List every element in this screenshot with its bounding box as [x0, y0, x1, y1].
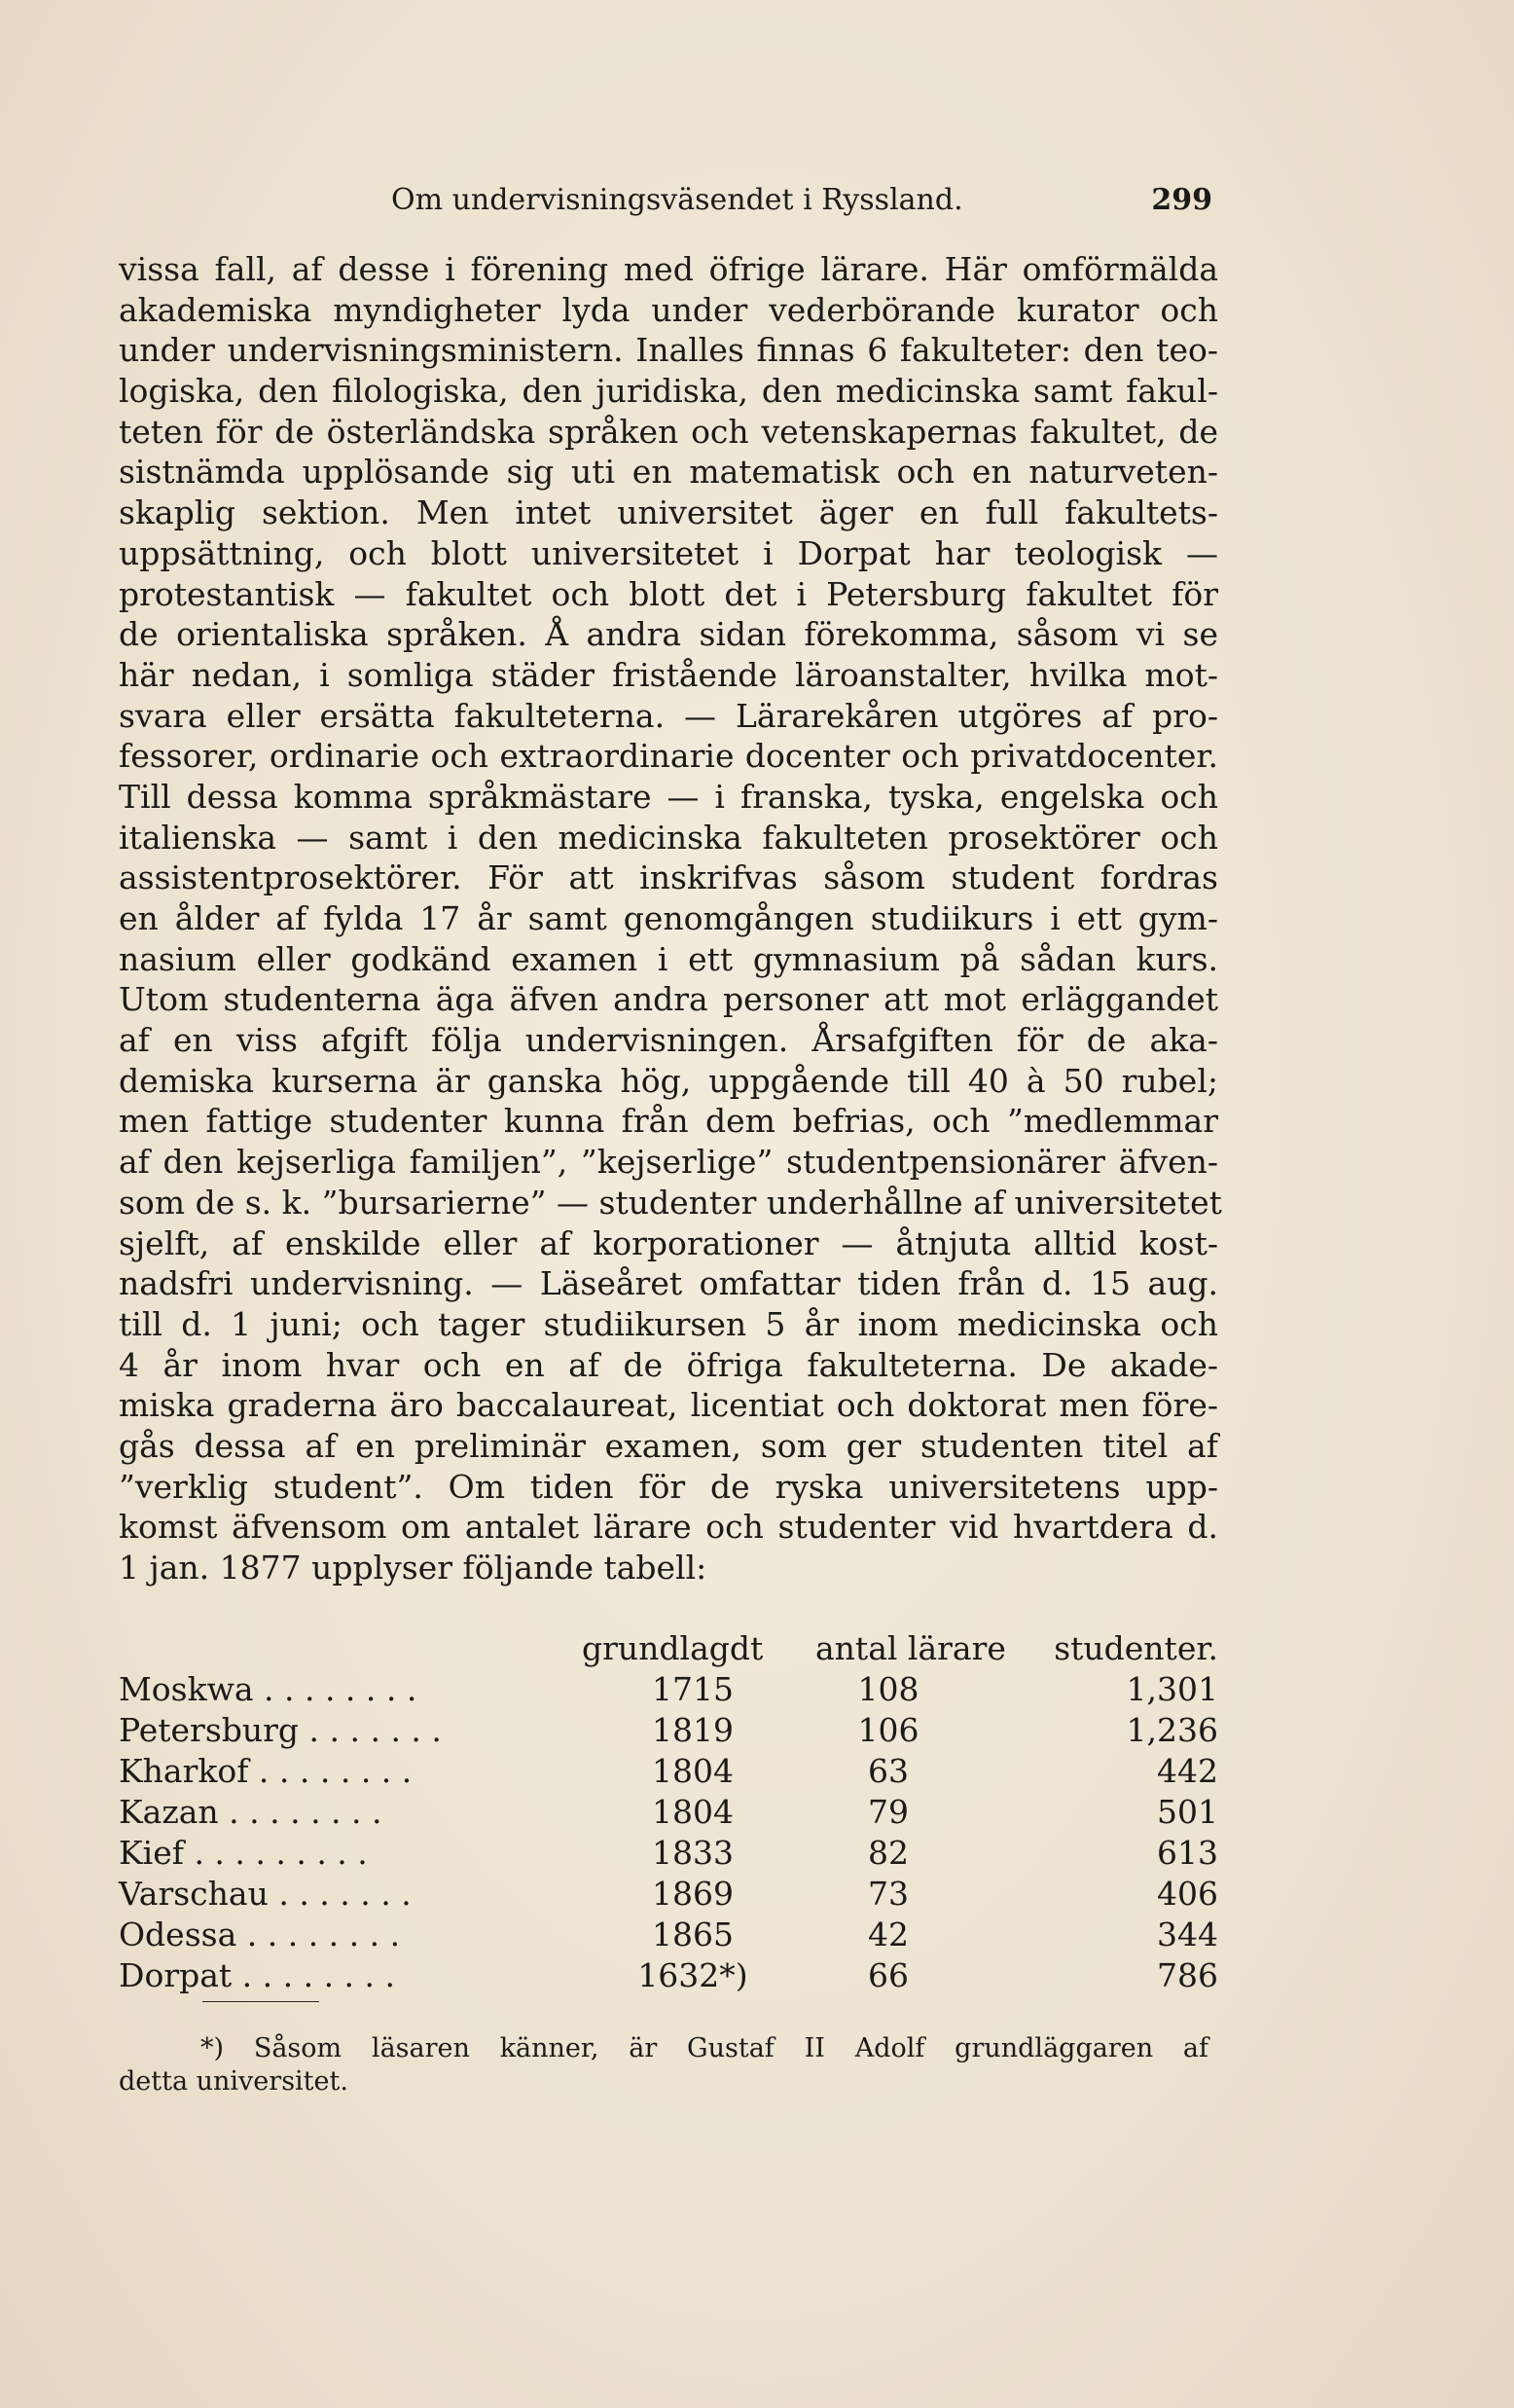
text-line: sjelft, af enskilde eller af korporationer — åtnjuta alltid kost-: [119, 1223, 1218, 1262]
text-line: 1 jan. 1877 upplyser följande tabell:: [119, 1549, 707, 1587]
leader-dots: . . . . . . . .: [253, 1670, 417, 1708]
teachers-cell: 66: [868, 1956, 909, 1994]
text-line: demiska kurserna är ganska hög, uppgående till 40 à 50 rubel;: [119, 1061, 1218, 1100]
city-cell: [119, 1875, 412, 1913]
leader-dots: . . . . . . . .: [218, 1793, 382, 1831]
text-line: uppsättning, och blott universitetet i Dorpat har teologisk —: [119, 533, 1218, 572]
table-row: [119, 1711, 1218, 1752]
table-row: [119, 1875, 1218, 1915]
city-name: Dorpat: [119, 1956, 233, 1994]
teachers-cell: 106: [857, 1711, 919, 1749]
text-line: af den kejserliga familjen”, ”kejserlige” studentpensionärer äfven-: [119, 1143, 1218, 1182]
table-row: [119, 1670, 1218, 1711]
teachers-cell: 73: [868, 1875, 909, 1913]
university-table: [119, 1629, 1218, 1997]
founded-cell: 1819: [652, 1711, 734, 1749]
text-line: skaplig sektion. Men intet universitet äger en full fakultets-: [119, 493, 1218, 532]
text-line: Utom studenterna äga äfven andra personer att mot erläggandet: [119, 980, 1218, 1019]
leader-dots: . . . . . . .: [268, 1875, 412, 1913]
students-cell: 786: [1157, 1956, 1218, 1994]
table-row: [119, 1915, 1218, 1956]
city-name: Moskwa: [119, 1670, 254, 1708]
city-cell: [119, 1670, 416, 1708]
text-line: nasium eller godkänd examen i ett gymnasium på sådan kurs.: [119, 939, 1218, 978]
text-line: här nedan, i somliga städer fristående läroanstalter, hvilka mot-: [119, 655, 1218, 694]
students-cell: 1,301: [1126, 1670, 1218, 1708]
founded-cell: 1632*): [637, 1956, 748, 1994]
text-line: men fattige studenter kunna från dem befrias, och ”medlemmar: [119, 1102, 1218, 1141]
text-line: till d. 1 juni; och tager studiikursen 5 år inom medicinska och: [119, 1304, 1218, 1343]
city-name: Odessa: [119, 1915, 237, 1953]
text-line: af en viss afgift följa undervisningen. Årsafgiften för de aka-: [119, 1021, 1218, 1060]
teachers-cell: 63: [868, 1752, 909, 1790]
text-line: fessorer, ordinarie och extraordinarie docenter och privatdocenter.: [119, 737, 1218, 776]
leader-dots: . . . . . . . .: [236, 1915, 401, 1953]
page-number: 299: [1151, 183, 1212, 217]
city-name: Kazan: [119, 1793, 219, 1831]
text-line: vissa fall, af desse i förening med öfrige lärare. Här omförmälda: [119, 250, 1218, 288]
text-line: under undervisningsministern. Inalles finnas 6 fakulteter: den teo-: [119, 331, 1218, 370]
table-row: [119, 1793, 1218, 1834]
header-teachers: antal lärare: [815, 1629, 1006, 1667]
city-cell: [119, 1956, 395, 1994]
text-line: svara eller ersätta fakulteterna. — Lärarekåren utgöres af pro-: [119, 696, 1218, 735]
footnote: [119, 2032, 1208, 2098]
leader-dots: . . . . . . .: [299, 1711, 442, 1749]
footnote-line: detta universitet.: [119, 2066, 348, 2097]
city-name: Kharkof: [119, 1752, 249, 1790]
founded-cell: 1869: [652, 1875, 734, 1913]
text-line: Till dessa komma språkmästare — i franska, tyska, engelska och: [119, 777, 1218, 816]
header-founded: grundlagdt: [582, 1629, 764, 1667]
text-line: akademiska myndigheter lyda under vederbörande kurator och: [119, 290, 1218, 329]
teachers-cell: 42: [868, 1915, 909, 1953]
header-students: studenter.: [1054, 1629, 1218, 1667]
founded-cell: 1804: [652, 1752, 734, 1790]
text-line: komst äfvensom om antalet lärare och studenter vid hvartdera d.: [119, 1508, 1218, 1547]
running-header: [391, 183, 1212, 226]
text-line: protestantisk — fakultet och blott det i Petersburg fakultet för: [119, 574, 1218, 613]
city-cell: [119, 1915, 400, 1953]
founded-cell: 1715: [652, 1670, 734, 1708]
students-cell: 1,236: [1126, 1711, 1218, 1749]
text-line: nadsfri undervisning. — Läseåret omfattar tiden från d. 15 aug.: [119, 1264, 1218, 1303]
footnote-line: *) Såsom läsaren känner, är Gustaf II Adolf grundläggaren af: [200, 2033, 1208, 2063]
text-line: gås dessa af en preliminär examen, som ger studenten titel af: [119, 1426, 1218, 1465]
running-title: Om undervisningsväsendet i Ryssland.: [391, 183, 963, 217]
teachers-cell: 82: [868, 1834, 909, 1872]
teachers-cell: 108: [857, 1670, 919, 1708]
text-line: miska graderna äro baccalaureat, licentiat och doktorat men före-: [119, 1386, 1218, 1425]
leader-dots: . . . . . . . . .: [183, 1834, 368, 1872]
founded-cell: 1865: [652, 1915, 734, 1953]
table-row: [119, 1956, 1218, 1997]
text-line: en ålder af fylda 17 år samt genomgången studiikurs i ett gym-: [119, 899, 1218, 937]
text-line: de orientaliska språken. Å andra sidan förekomma, såsom vi se: [119, 615, 1218, 654]
table-row: [119, 1752, 1218, 1793]
leader-dots: . . . . . . . .: [232, 1956, 396, 1994]
text-line: ”verklig student”. Om tiden för de ryska universitetens upp-: [119, 1467, 1218, 1506]
text-line: assistentprosektörer. För att inskrifvas såsom student fordras: [119, 858, 1218, 897]
founded-cell: 1833: [652, 1834, 734, 1872]
text-line: italienska — samt i den medicinska fakulteten prosektörer och: [119, 818, 1218, 857]
students-cell: 501: [1157, 1793, 1218, 1831]
body-paragraph: [119, 249, 1222, 1588]
city-cell: [119, 1711, 442, 1749]
city-cell: [119, 1793, 382, 1831]
city-cell: [119, 1752, 412, 1790]
table-header-row: [119, 1629, 1218, 1670]
students-cell: 442: [1157, 1752, 1218, 1790]
table-row: [119, 1834, 1218, 1875]
city-cell: [119, 1834, 368, 1872]
text-line: sistnämda upplösande sig uti en matematisk och en naturveten-: [119, 453, 1218, 492]
leader-dots: . . . . . . . .: [248, 1752, 413, 1790]
city-name: Kief: [119, 1834, 184, 1872]
founded-cell: 1804: [652, 1793, 734, 1831]
teachers-cell: 79: [868, 1793, 909, 1831]
students-cell: 344: [1157, 1915, 1218, 1953]
students-cell: 613: [1157, 1834, 1218, 1872]
text-line: logiska, den filologiska, den juridiska, den medicinska samt fakul-: [119, 372, 1218, 411]
footnote-divider: [202, 2001, 319, 2002]
text-line: teten för de österländska språken och vetenskapernas fakultet, de: [119, 412, 1218, 451]
text-line: som de s. k. ”bursarierne” — studenter underhållne af universitetet: [119, 1183, 1222, 1222]
city-name: Varschau: [119, 1875, 269, 1913]
city-name: Petersburg: [119, 1711, 300, 1749]
students-cell: 406: [1157, 1875, 1218, 1913]
text-line: 4 år inom hvar och en af de öfriga fakulteterna. De akade-: [119, 1345, 1218, 1384]
